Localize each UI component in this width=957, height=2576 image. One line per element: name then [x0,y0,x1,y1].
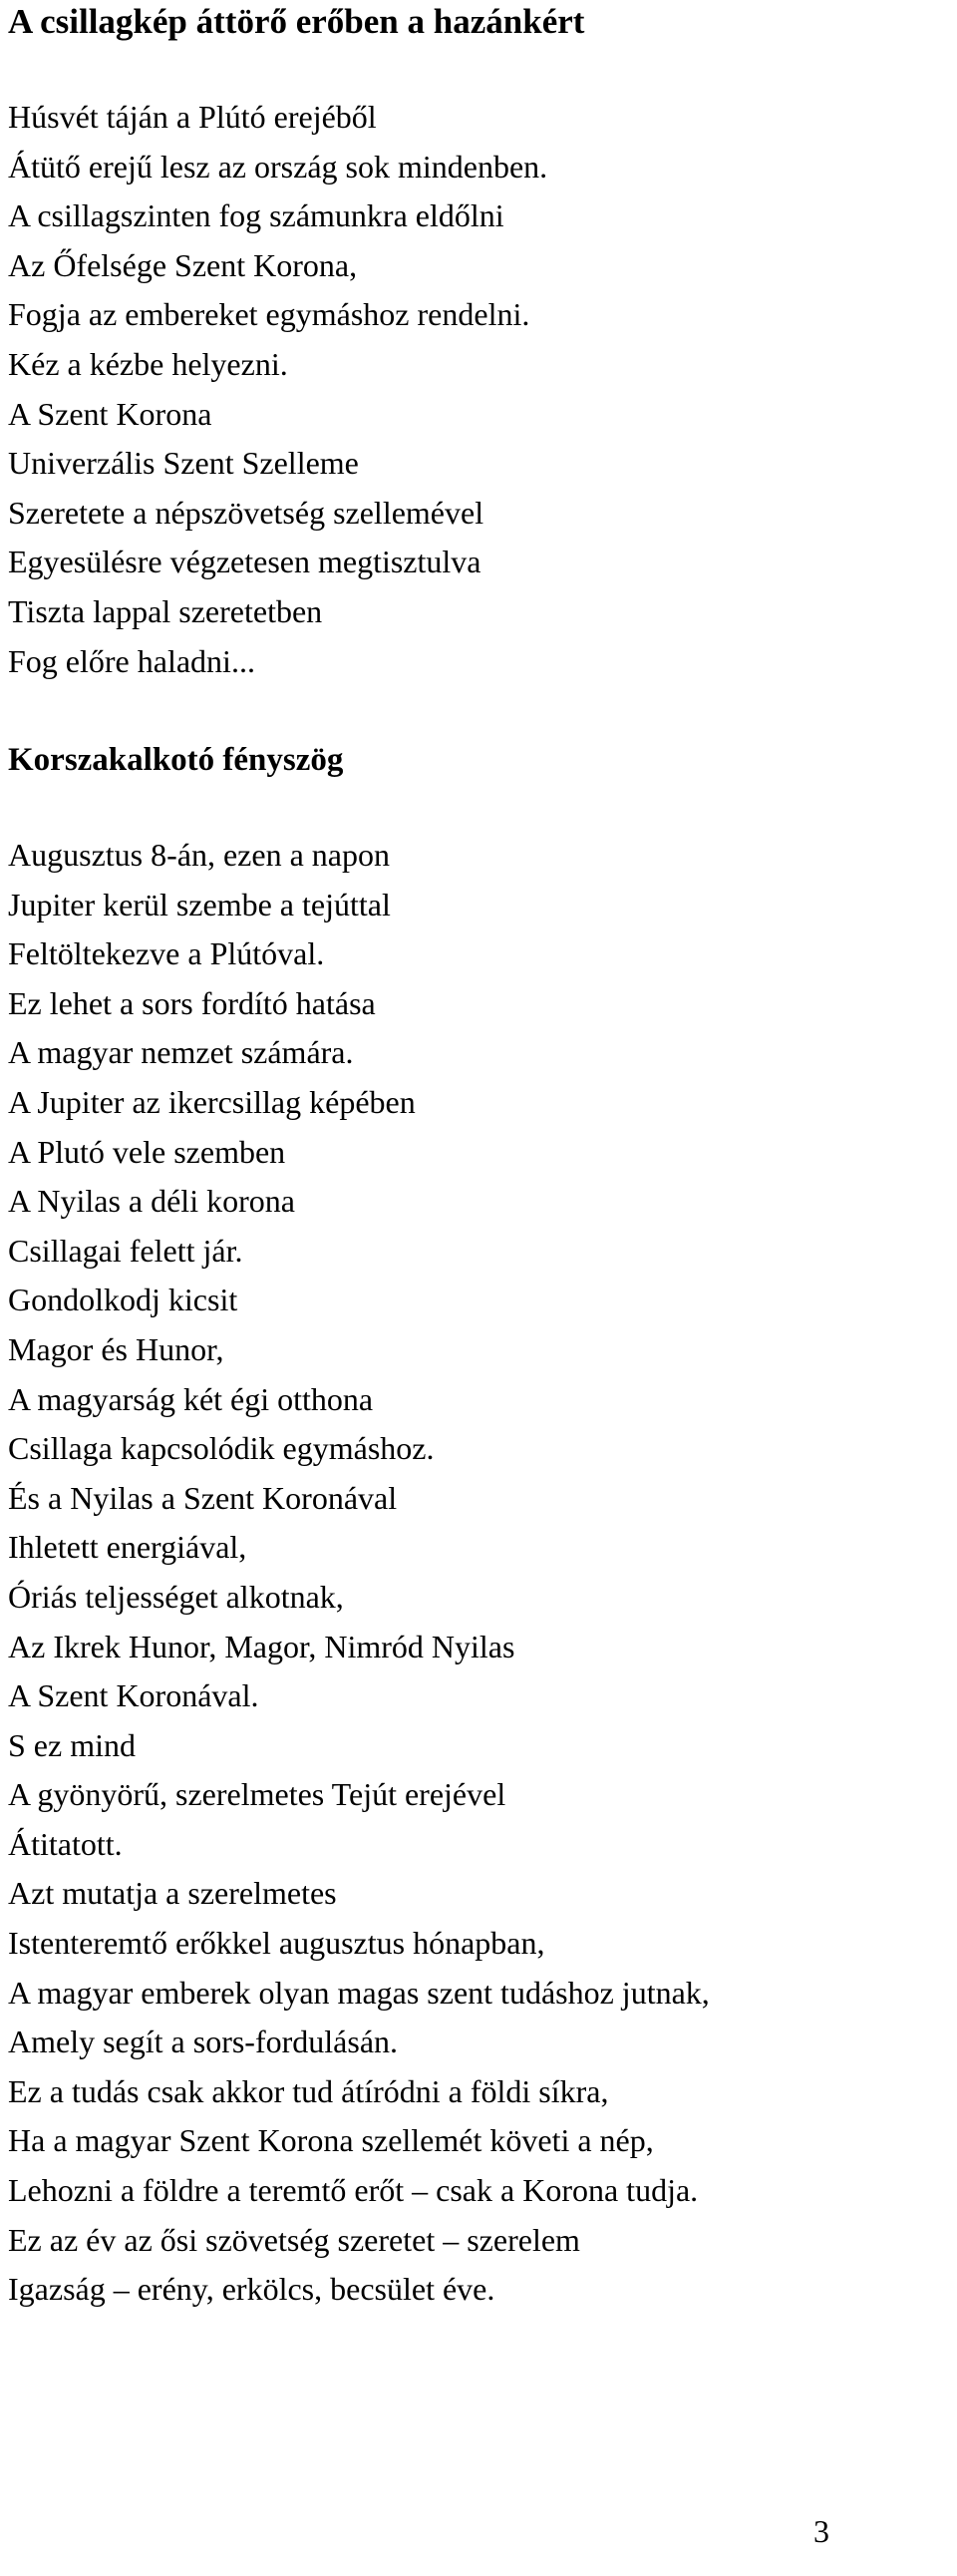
poem-line: Augusztus 8-án, ezen a napon [8,837,390,873]
poem-line: Lehozni a földre a teremtő erőt – csak a Korona tudja. [8,2172,699,2209]
poem-line: Ihletett energiával, [8,1529,247,1566]
poem-line: Egyesülésre végzetesen megtisztulva [8,544,481,580]
poem-line: A Plutó vele szemben [8,1133,286,1170]
poem-line: A Szent Koronával. [8,1677,259,1714]
poem-title: A csillagkép áttörő erőben a hazánkért [8,2,585,41]
poem-line: Tiszta lappal szeretetben [8,592,323,629]
poem-line: A magyar emberek olyan magas szent tudáshoz jutnak, [8,1974,710,2011]
poem-line: Ez a tudás csak akkor tud átíródni a földi síkra, [8,2072,609,2109]
poem-line: A magyar nemzet számára. [8,1034,354,1071]
poem-line: Húsvét táján a Plútó erejéből [8,99,377,135]
poem-line: Jupiter kerül szembe a tejúttal [8,886,391,922]
poem-line: Az Őfelsége Szent Korona, [8,246,358,283]
poem-line: Kéz a kézbe helyezni. [8,345,288,382]
poem-line: A Jupiter az ikercsillag képében [8,1083,416,1120]
poem-line: Az Ikrek Hunor, Magor, Nimród Nyilas [8,1628,515,1664]
section-subtitle: Korszakalkotó fényszög [8,742,344,778]
poem-line: Fogja az embereket egymáshoz rendelni. [8,296,530,333]
poem-line: Fog előre haladni... [8,642,255,679]
poem-line: Gondolkodj kicsit [8,1282,238,1318]
poem-line: A gyönyörű, szerelmetes Tejút erejével [8,1776,506,1813]
stanza-1 [8,93,547,686]
poem-line: Átitatott. [8,1825,123,1862]
poem-line: Feltöltekezve a Plútóval. [8,935,325,972]
poem-line: Átütő erejű lesz az ország sok mindenben. [8,148,548,184]
poem-line: Szeretete a népszövetség szellemével [8,494,484,531]
poem-line: S ez mind [8,1726,136,1763]
poem-line: Magor és Hunor, [8,1330,224,1367]
poem-line: Igazság – erény, erkölcs, becsület éve. [8,2271,495,2308]
poem-line: Azt mutatja a szerelmetes [8,1875,337,1912]
poem-line: Univerzális Szent Szelleme [8,445,359,482]
poem-line: Ez az év az ősi szövetség szeretet – szerelem [8,2221,580,2258]
poem-line: Csillaga kapcsolódik egymáshoz. [8,1430,435,1467]
poem-line: A Szent Korona [8,395,212,432]
poem-line: A Nyilas a déli korona [8,1183,295,1220]
poem-line: Amely segít a sors-fordulásán. [8,2024,399,2060]
poem-line: A magyarság két égi otthona [8,1380,374,1417]
page-number: 3 [813,2513,829,2549]
poem-line: A csillagszinten fog számunkra eldőlni [8,197,504,234]
poem-line: Óriás teljességet alkotnak, [8,1578,344,1615]
poem-line: Ha a magyar Szent Korona szellemét követi a nép, [8,2122,654,2159]
poem-line: Istenteremtő erőkkel augusztus hónapban, [8,1925,545,1962]
poem-line: Csillagai felett jár. [8,1232,243,1269]
poem-line: És a Nyilas a Szent Koronával [8,1479,398,1516]
poem-line: Ez lehet a sors fordító hatása [8,984,376,1021]
stanza-2 [8,831,710,2315]
